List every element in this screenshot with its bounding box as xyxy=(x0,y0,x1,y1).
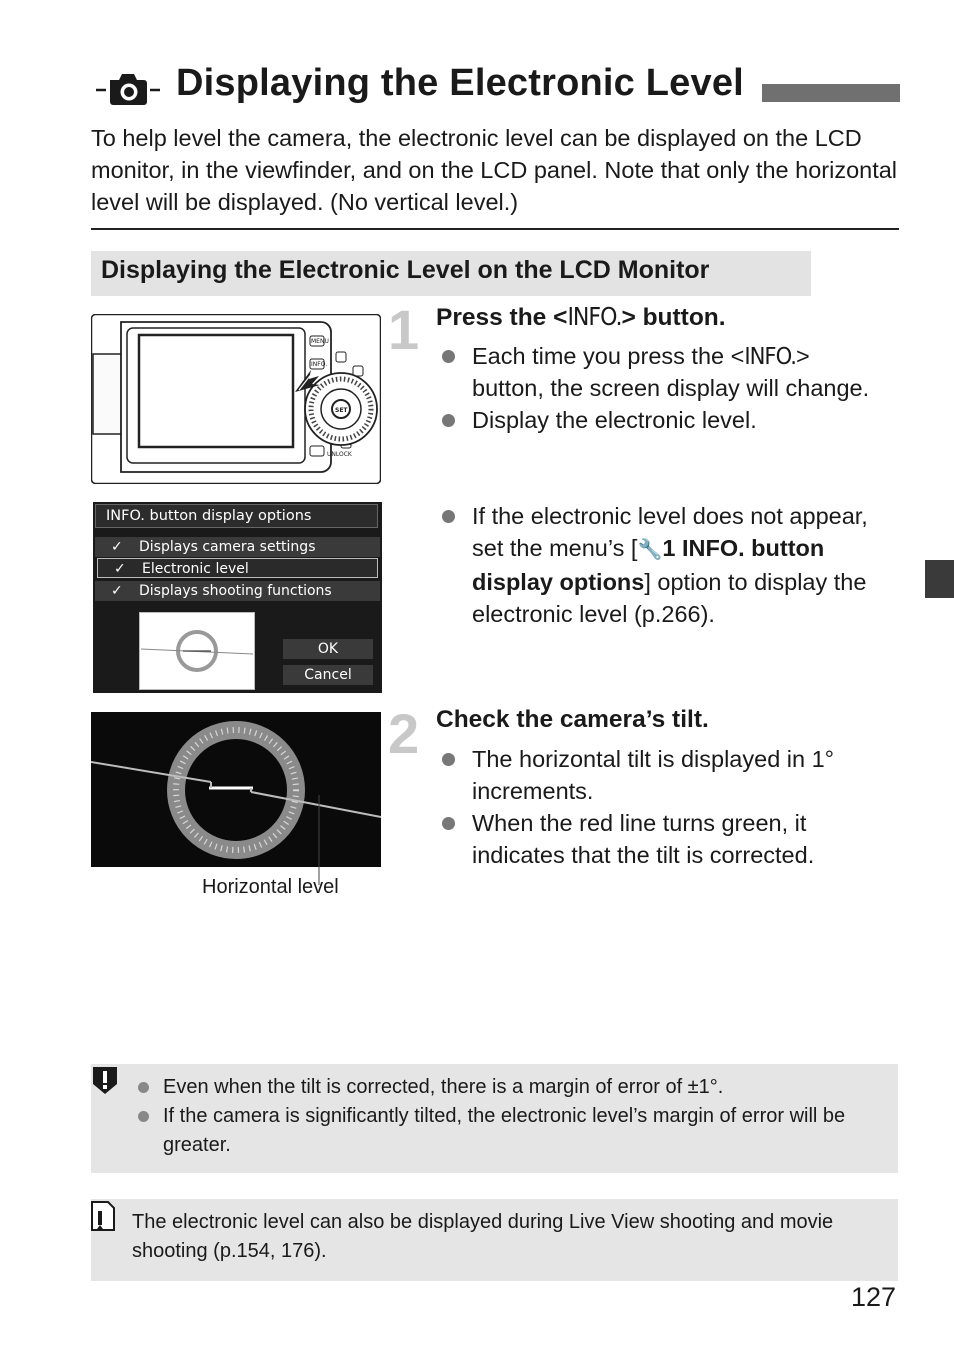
menu-row-label: Electronic level xyxy=(142,561,249,577)
divider xyxy=(91,228,899,230)
info-button-glyph: INFO. xyxy=(567,302,622,331)
check-icon: ✓ xyxy=(114,561,126,577)
bullet1-prefix: Each time you press the < xyxy=(472,343,745,369)
check-icon: ✓ xyxy=(111,539,123,555)
caution-list xyxy=(134,1073,874,1160)
camera-mode-icon xyxy=(94,68,164,108)
menu-row-electronic-level[interactable] xyxy=(97,558,378,578)
wrench-menu-icon: 🔧 xyxy=(637,539,663,561)
unlock-label: UNLOCK xyxy=(327,451,352,458)
page-number: 127 xyxy=(851,1282,897,1312)
set-button-label: SET xyxy=(335,407,348,414)
bullet3-text-b: ] option to display the electronic level (p.266). xyxy=(472,569,867,627)
section-title: Displaying the Electronic Level on the LCD Monitor xyxy=(101,256,710,284)
camera-back-illustration xyxy=(91,314,381,484)
info-button-label: INFO. xyxy=(311,361,328,368)
level-preview-thumbnail xyxy=(139,612,255,690)
list-item: The horizontal tilt is displayed in 1° increments. xyxy=(436,743,876,807)
bullet1-suffix: > button, the screen display will change. xyxy=(472,343,870,401)
ok-button[interactable]: OK xyxy=(283,639,373,659)
list-item: Display the electronic level. xyxy=(436,404,876,436)
step1-title-suffix: > button. xyxy=(621,304,726,331)
list-item xyxy=(436,500,884,630)
step1-bullets xyxy=(436,340,876,436)
caution-icon xyxy=(89,1063,121,1095)
cancel-button[interactable]: Cancel xyxy=(283,665,373,685)
step1-bullets-2 xyxy=(436,500,884,630)
note-icon xyxy=(88,1199,118,1233)
step2-bullets xyxy=(436,743,876,871)
menu-button-label: MENU xyxy=(311,338,329,345)
electronic-level-display xyxy=(91,712,381,867)
menu-option-name: INFO. button display options xyxy=(472,535,825,595)
chapter-tab xyxy=(925,560,954,598)
bullet3-text-a: If the electronic level does not appear, set the menu’s [ xyxy=(472,503,868,561)
title-bar-decoration xyxy=(762,84,900,102)
menu-row-label: Displays shooting functions xyxy=(139,583,332,599)
menu-row-camera-settings[interactable] xyxy=(95,537,380,557)
step-number-2: 2 xyxy=(388,702,420,765)
intro-paragraph: To help level the camera, the electronic level can be displayed on the LCD monitor, in the viewfinder, and on the LCD panel. Note that only the horizontal level will be displayed. (No vertical level.) xyxy=(91,125,898,215)
list-item: If the camera is significantly tilted, the electronic level’s margin of error will be greater. xyxy=(134,1102,874,1160)
menu-header: INFO. button display options xyxy=(95,504,378,528)
step1-title xyxy=(436,302,726,332)
info-button-glyph: INFO. xyxy=(744,342,796,370)
step-number-1: 1 xyxy=(388,298,420,361)
menu-screenshot xyxy=(93,502,382,693)
step2-title: Check the camera’s tilt. xyxy=(436,706,709,733)
step1-title-prefix: Press the < xyxy=(436,304,568,331)
menu-row-label: Displays camera settings xyxy=(139,539,316,555)
list-item: Even when the tilt is corrected, there is a margin of error of ±1°. xyxy=(134,1073,874,1102)
caption-leader-line xyxy=(314,795,324,885)
check-icon: ✓ xyxy=(111,583,123,599)
menu-row-shooting-functions[interactable] xyxy=(95,581,380,601)
note-text: The electronic level can also be displayed during Live View shooting and movie shooting (p.154, 176). xyxy=(132,1211,834,1262)
horizontal-level-caption: Horizontal level xyxy=(202,876,339,898)
page-title: Displaying the Electronic Level xyxy=(176,62,744,104)
menu-tab-number: 1 xyxy=(662,535,682,561)
list-item: When the red line turns green, it indicates that the tilt is corrected. xyxy=(436,807,876,871)
list-item xyxy=(436,340,876,404)
